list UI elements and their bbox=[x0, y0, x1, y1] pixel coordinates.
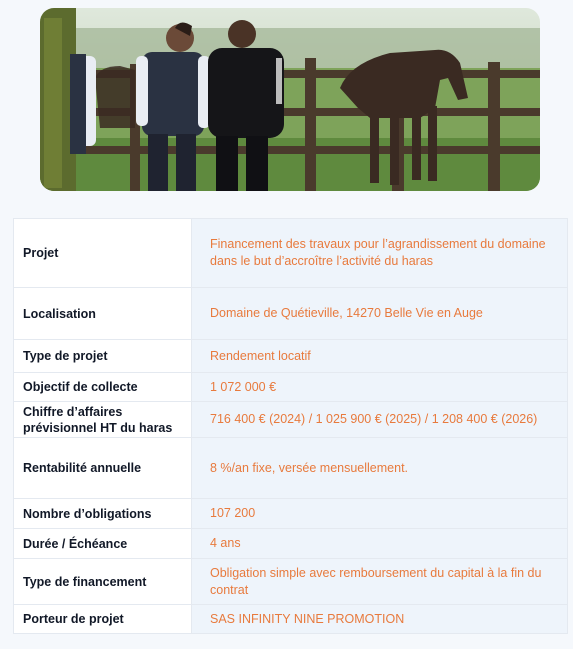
row-label: Localisation bbox=[14, 288, 192, 340]
row-label: Objectif de collecte bbox=[14, 373, 192, 402]
row-value: 1 072 000 € bbox=[192, 373, 568, 402]
table-row bbox=[14, 340, 568, 373]
table-row bbox=[14, 499, 568, 529]
row-label: Porteur de projet bbox=[14, 605, 192, 634]
table-row bbox=[14, 373, 568, 402]
project-details-table bbox=[13, 218, 568, 634]
row-value: SAS INFINITY NINE PROMOTION bbox=[192, 605, 568, 634]
table-row bbox=[14, 219, 568, 288]
row-value: 8 %/an fixe, versée mensuellement. bbox=[192, 438, 568, 499]
row-value: 107 200 bbox=[192, 499, 568, 529]
row-label: Chiffre d’affaires prévisionnel HT du haras bbox=[14, 402, 192, 438]
row-value: 4 ans bbox=[192, 529, 568, 559]
row-value: Domaine de Quétieville, 14270 Belle Vie en Auge bbox=[192, 288, 568, 340]
row-value: Obligation simple avec remboursement du capital à la fin du contrat bbox=[192, 559, 568, 605]
hero-photo-illustration bbox=[40, 8, 540, 191]
row-value: Financement des travaux pour l’agrandissement du domaine dans le but d’accroître l’activité du haras bbox=[192, 219, 568, 288]
table-row bbox=[14, 605, 568, 634]
row-label: Durée / Échéance bbox=[14, 529, 192, 559]
table-row bbox=[14, 438, 568, 499]
table-row bbox=[14, 402, 568, 438]
row-label: Rentabilité annuelle bbox=[14, 438, 192, 499]
hero-photo bbox=[40, 8, 540, 191]
row-label: Type de projet bbox=[14, 340, 192, 373]
row-value: 716 400 € (2024) / 1 025 900 € (2025) / 1 208 400 € (2026) bbox=[192, 402, 568, 438]
table-row bbox=[14, 288, 568, 340]
row-label: Type de financement bbox=[14, 559, 192, 605]
row-label: Nombre d’obligations bbox=[14, 499, 192, 529]
row-label: Projet bbox=[14, 219, 192, 288]
row-value: Rendement locatif bbox=[192, 340, 568, 373]
table-row bbox=[14, 529, 568, 559]
table-row bbox=[14, 559, 568, 605]
